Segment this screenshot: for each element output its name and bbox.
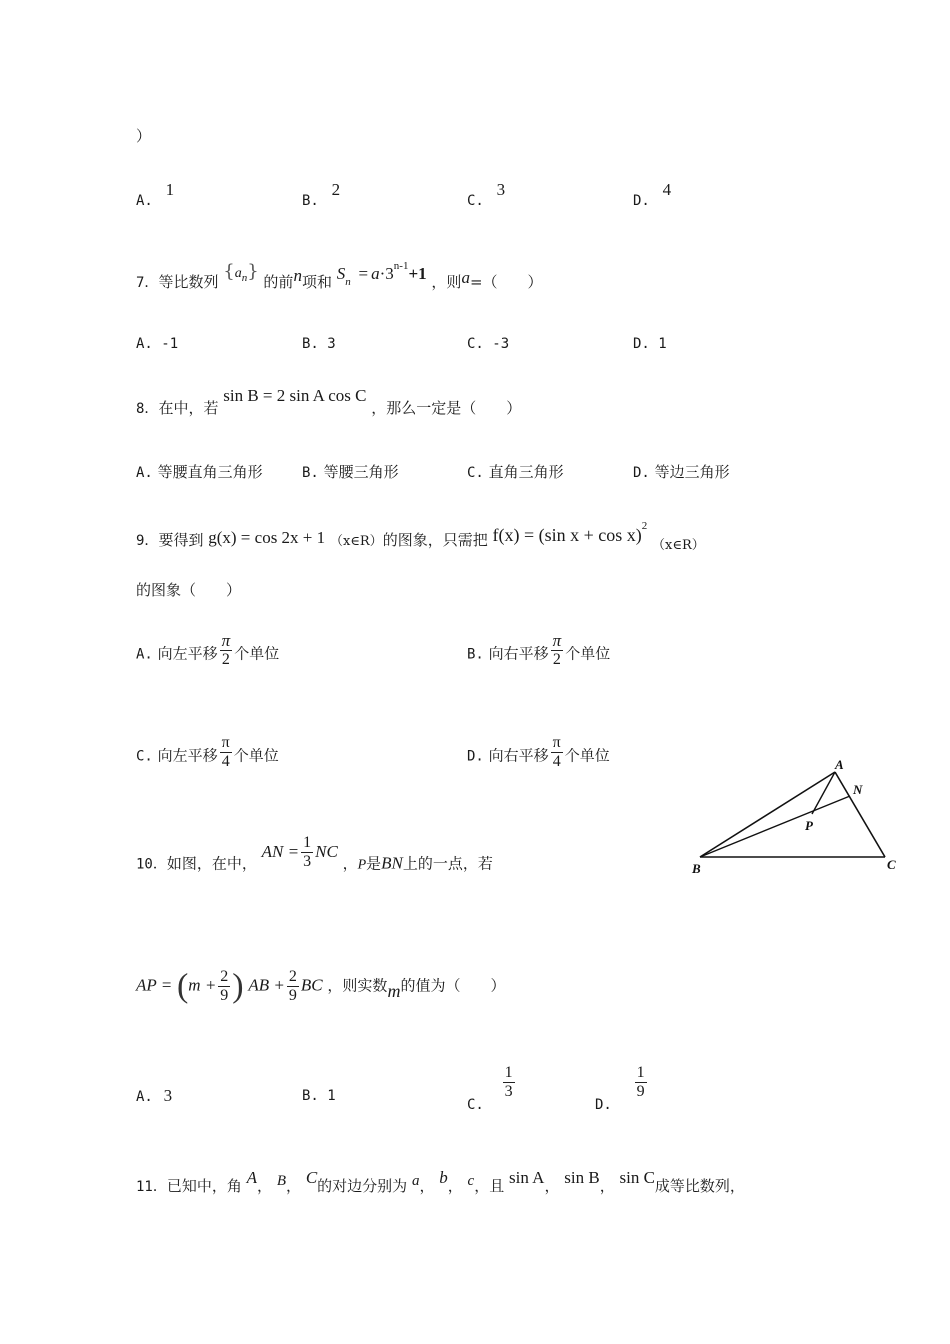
q8-stem: 8．在中，若 sin B = 2 sin A cos C ，那么一定是（ ）: [136, 386, 522, 417]
q8-option-c: C. 直角三角形: [467, 463, 564, 481]
q10-triangle-figure: [690, 760, 905, 880]
q10-option-c: C. $\frac{1}{3}$: [467, 1064, 513, 1113]
q9-option-d: D. 向右平移 $\frac{\pi}{4}$ 个单位: [467, 734, 610, 770]
q8-option-d: D. 等边三角形: [633, 463, 730, 481]
q7-stem: 7．等比数列 $\{a_n\}$ 的前n项和 $S_n = a\cdot 3^{n-1}+1$ ，则a=（ ）: [136, 260, 543, 291]
q6-option-b: B. 2: [302, 180, 341, 209]
q10-vector-eq: AP = (m + $\frac{2}{9}$ ) AB + $\frac{2}{9}$ BC ，则实数m的值为（ ）: [136, 967, 506, 1005]
q9-option-b: B. 向右平移 $\frac{\pi}{2}$ 个单位: [467, 631, 611, 668]
label-p: P: [805, 818, 813, 833]
q9-stem: 9．要得到 g(x) = cos 2x + 1 （x∈R）的图象，只需把 f(x) = (sin x + cos x)$^2$ （x∈R）: [136, 520, 705, 553]
q9-g-formula: g(x) = cos 2x + 1: [208, 528, 326, 547]
label-n: N: [853, 782, 863, 797]
q9-stem-line2: 的图象（ ）: [136, 581, 242, 599]
q8-option-a: A. 等腰直角三角形: [136, 463, 263, 481]
q6-option-a: A. 1: [136, 180, 175, 209]
q6-option-c: C. 3: [467, 180, 506, 209]
q9-option-c: C. 向左平移 $\frac{\pi}{4}$ 个单位: [136, 734, 279, 770]
q6-tail: [136, 126, 151, 146]
q7-option-b: B. 3: [302, 336, 336, 352]
q11-stem: 11．已知中，角 A， B， C的对边分别为 a， b， c，且 sin A， sin B， sin C成等比数列，: [136, 1168, 745, 1195]
segment-ba: [700, 772, 835, 857]
q10-option-b: B. 1: [302, 1088, 336, 1104]
q6-option-d: D. 4: [633, 180, 672, 209]
q7-option-c: C. -3: [467, 336, 510, 352]
label-a: A: [835, 760, 844, 772]
q8-option-b: B. 等腰三角形: [302, 463, 399, 481]
q9-option-a: A. 向左平移 $\frac{\pi}{2}$ 个单位: [136, 631, 280, 668]
label-c: C: [887, 857, 896, 872]
q7-option-d: D. 1: [633, 336, 667, 352]
q10-option-d: D. $\frac{1}{9}$: [595, 1064, 645, 1113]
q10-stem: 10．如图，在中， AN = $\frac{1}{3}$ NC ，P是BN上的一点，若: [136, 834, 493, 873]
q9-f-formula: f(x) = (sin x + cos x): [492, 525, 642, 545]
q7-option-a: A. -1: [136, 336, 179, 352]
q8-formula: sin B = 2 sin A cos C: [223, 386, 367, 405]
segment-bn: [700, 796, 850, 857]
label-b: B: [692, 861, 701, 876]
q10-option-a: A. 3: [136, 1086, 173, 1105]
q6-tail-text: ）: [136, 127, 152, 145]
